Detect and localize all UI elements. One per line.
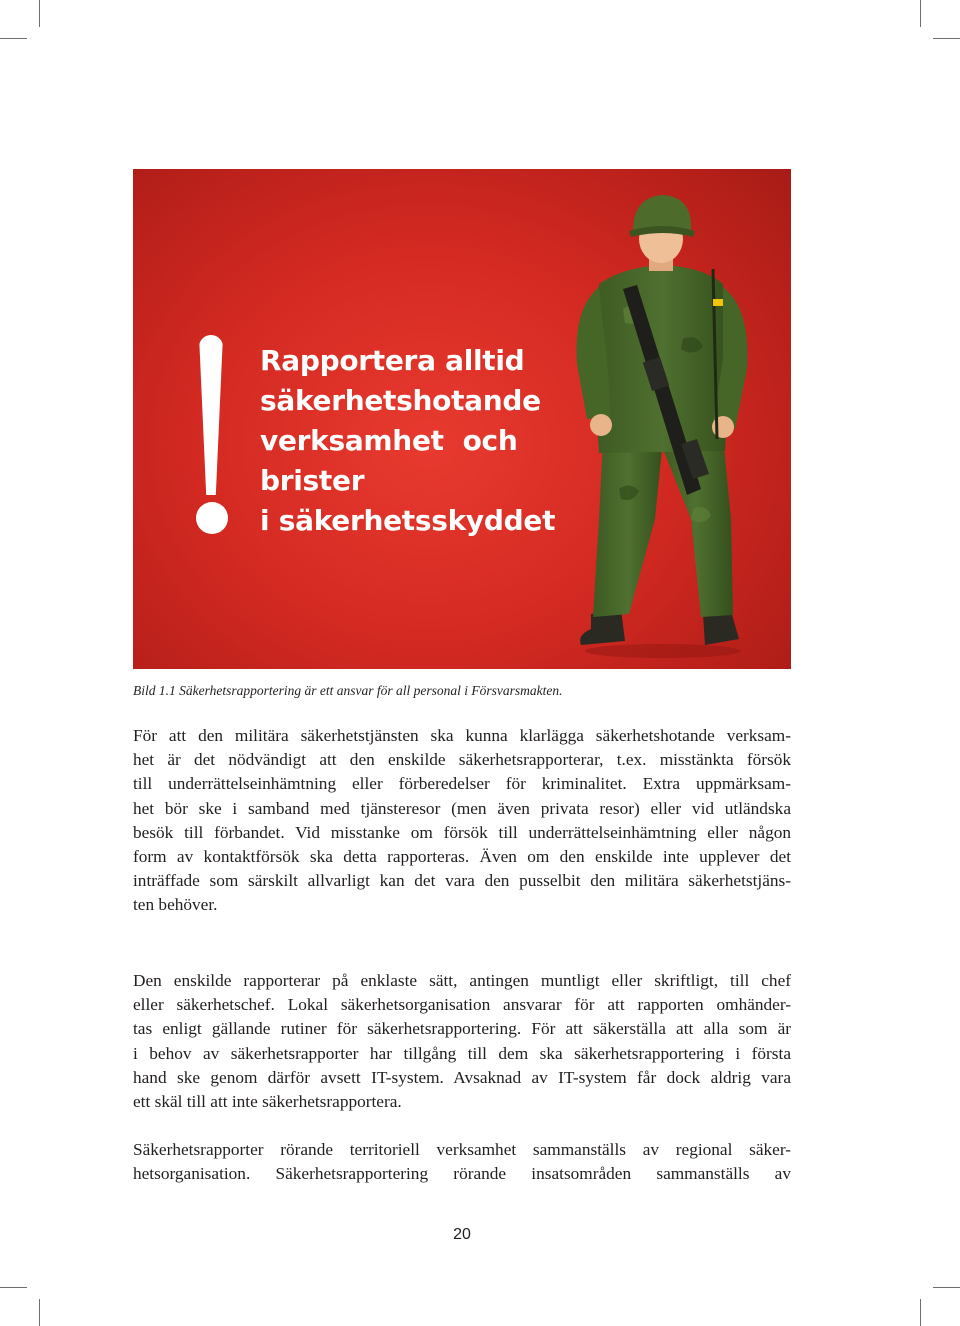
soldier-illustration (563, 189, 763, 659)
crop-mark-bottom-right-h (933, 1287, 960, 1288)
text-line: besök till förbandet. Vid misstanke om försök till underrättelseinhämtning eller någon (133, 822, 791, 842)
text-line: inträffade som särskilt allvarligt kan det vara den pusselbit den militära säkerhetstjäns- (133, 871, 791, 891)
poster-headline-line: säkerhetshotande (260, 384, 541, 417)
text-line: ett skäl till att inte säkerhetsrapportera. (133, 1092, 402, 1112)
page-number: 20 (453, 1226, 471, 1243)
crop-mark-top-left-h (0, 38, 27, 39)
text-line: Säkerhetsrapporter rörande territoriell verksamhet sammanställs av regional säker- (133, 1140, 791, 1159)
poster-headline (260, 341, 580, 541)
text-line: het är det nödvändigt att den enskilde säkerhetsrapporterar, t.ex. misstänkta försök (133, 750, 791, 770)
body-paragraph-2 (133, 969, 791, 1114)
poster-headline-line: brister (260, 464, 365, 497)
figure-caption: Bild 1.1 Säkerhetsrapportering är ett ansvar för all personal i Försvarsmakten. (133, 683, 563, 698)
text-line: Den enskilde rapporterar på enklaste sätt, antingen muntligt eller skriftligt, till chef (133, 971, 791, 990)
text-line: form av kontaktförsök ska detta rapporteras. Även om den enskilde inte upplever det (133, 847, 791, 867)
text-line: i behov av säkerhetsrapporter har tillgång till dem ska säkerhetsrapportering i första (133, 1043, 791, 1063)
crop-mark-top-right-v (920, 0, 921, 27)
text-line: hetsorganisation. Säkerhetsrapportering rörande insatsområden sammanställs av (133, 1164, 791, 1184)
text-line: tas enligt gällande rutiner för säkerhetsrapportering. För att säkerställa att alla som är (133, 1019, 791, 1039)
security-poster-figure (133, 169, 791, 669)
exclamation-dot (196, 502, 228, 534)
poster-headline-line: i säkerhetsskyddet (260, 504, 556, 537)
text-line: hand ske genom därför avsett IT-system. Avsaknad av IT-system får dock aldrig vara (133, 1067, 791, 1087)
text-line: eller säkerhetschef. Lokal säkerhetsorganisation ansvarar för att rapporten omhänder- (133, 995, 791, 1015)
body-paragraph-3 (133, 1138, 791, 1186)
crop-mark-bottom-left-h (0, 1287, 27, 1288)
crop-mark-top-left-v (39, 0, 40, 27)
crop-mark-bottom-right-v (920, 1299, 921, 1326)
text-line: till underrättelseinhämtning eller förberedelser för kriminalitet. Extra uppmärksam- (133, 774, 791, 794)
text-line: ten behöver. (133, 895, 218, 915)
text-line: het bör ske i samband med tjänsteresor (men även privata resor) eller vid utländska (133, 798, 791, 818)
body-paragraph-1 (133, 724, 791, 918)
crop-mark-top-right-h (933, 38, 960, 39)
exclamation-mark-icon (199, 335, 223, 495)
poster-headline-line: Rapportera alltid (260, 344, 525, 377)
text-line: För att den militära säkerhetstjänsten ska kunna klarlägga säkerhetshotande verksam- (133, 726, 791, 745)
poster-headline-line: verksamhet och (260, 424, 518, 457)
crop-mark-bottom-left-v (39, 1299, 40, 1326)
